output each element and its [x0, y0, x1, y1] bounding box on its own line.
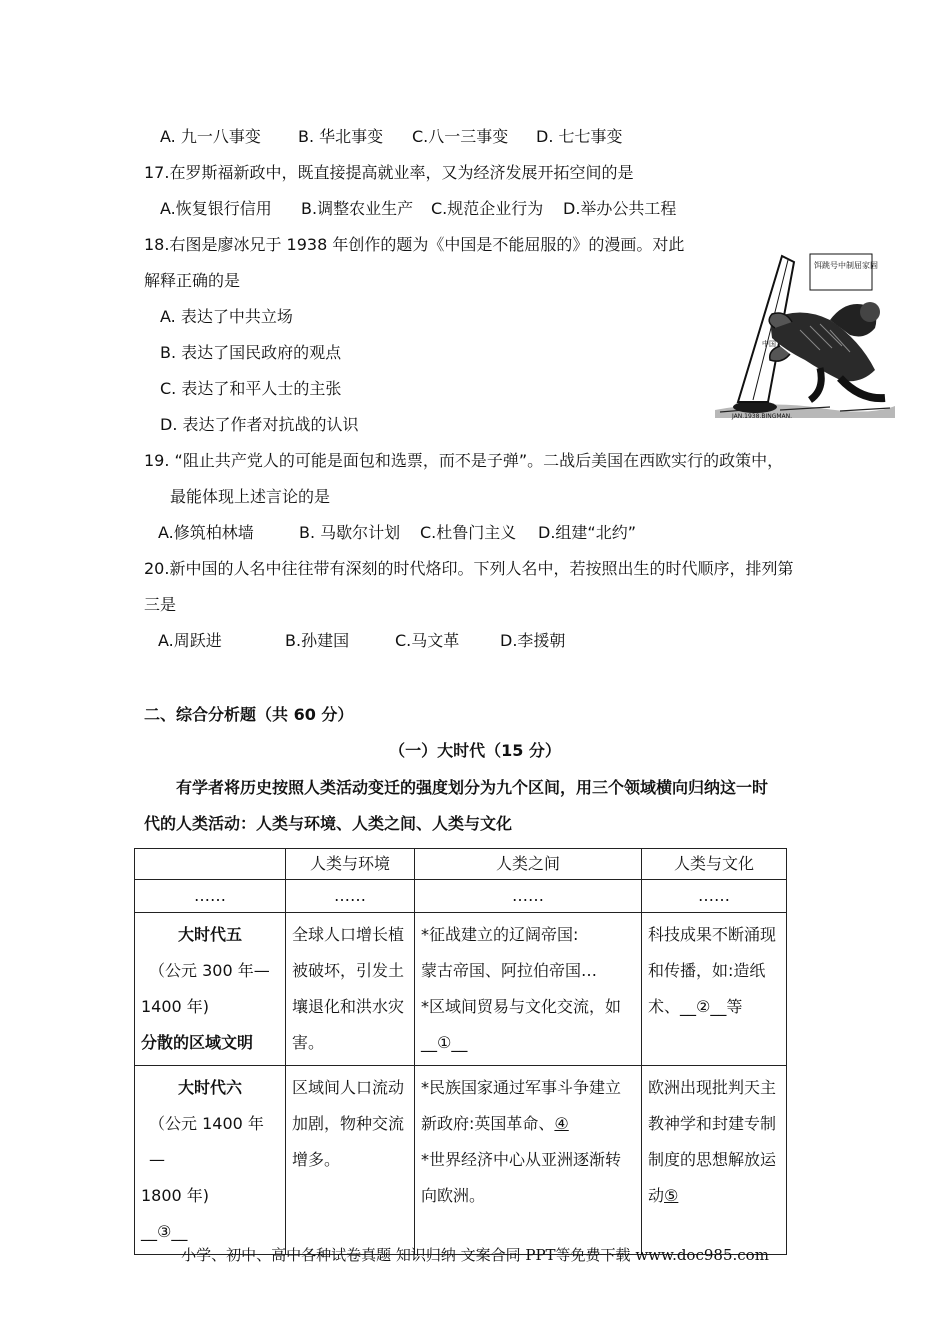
era6-between-line1: *民族国家通过军事斗争建立	[421, 1078, 622, 1097]
q19-stem-line1: 19. “阻止共产党人的可能是面包和选票，而不是子弹”。二战后美国在西欧实行的政策中，	[144, 451, 784, 470]
era6-period-line2: 1800 年)	[141, 1186, 210, 1205]
section2-intro-line1: 有学者将历史按照人类活动变迁的强度划分为九个区间，用三个领域横向归纳这一时	[176, 778, 769, 797]
q17-options	[160, 197, 676, 221]
era6-between-line2-wrap	[421, 1106, 635, 1142]
q18-stem-line1: 18.右图是廖冰兄于 1938 年创作的题为《中国是不能屈服的》的漫画。对此	[144, 235, 685, 254]
q17-option-a: A.恢复银行信用	[160, 199, 272, 218]
q20-options	[158, 629, 565, 653]
cartoon-sign-text: 饵跳号中制屈家固	[814, 261, 878, 270]
era6-between-line2: 新政府:英国革命、	[421, 1114, 555, 1133]
q16-option-c: C.八一三事变	[412, 127, 509, 146]
q20-option-d: D.李援朝	[500, 631, 566, 650]
table-header-culture: 人类与文化	[642, 849, 787, 880]
q20-stem-line2: 三是	[144, 595, 177, 614]
table-cell: ……	[286, 880, 415, 913]
era6-culture-text: 欧洲出现批判天主教神学和封建专制制度的思想解放运动	[648, 1078, 777, 1205]
era5-label-cell	[135, 913, 286, 1066]
q18-option-d: D. 表达了作者对抗战的认识	[160, 415, 359, 434]
q20-option-b: B.孙建国	[285, 631, 350, 650]
era6-between-line4: 向欧洲。	[421, 1186, 486, 1205]
section2-subtitle: （一）大时代（15 分）	[389, 741, 561, 760]
q18-option-b: B. 表达了国民政府的观点	[160, 343, 342, 362]
section2-intro-line2: 代的人类活动：人类与环境、人类之间、人类与文化	[144, 814, 513, 833]
q18-stem-line2: 解释正确的是	[144, 271, 241, 290]
q16-options	[160, 125, 623, 149]
era6-between-cell	[415, 1066, 642, 1255]
era5-name: 大时代五	[177, 925, 242, 944]
q20-option-c: C.马文革	[395, 631, 460, 650]
era5-between-line3: *区域间贸易与文化交流，如	[421, 997, 622, 1016]
cartoon-caption-text: JAN.1938.BINGMAN.	[732, 413, 793, 420]
table-cell: ……	[642, 880, 787, 913]
blank-1[interactable]: __①__	[421, 1033, 468, 1052]
cartoon-sword-text: 中国	[762, 340, 776, 348]
blank-4[interactable]: ④	[554, 1114, 569, 1133]
q16-option-a: A. 九一八事变	[160, 127, 261, 146]
era-table	[134, 848, 787, 1255]
era5-period-line2: 1400 年)	[141, 997, 210, 1016]
q17-option-d: D.举办公共工程	[563, 199, 677, 218]
era5-culture-text: 科技成果不断涌现和传播，如:造纸术、	[648, 925, 777, 1016]
table-row-era5	[135, 913, 787, 1066]
q20-option-a: A.周跃进	[158, 631, 222, 650]
q16-option-b: B. 华北事变	[298, 127, 384, 146]
era5-between-line1: *征战建立的辽阔帝国:	[421, 925, 579, 944]
section2-title: 二、综合分析题（共 60 分）	[144, 705, 354, 724]
table-row-ellipsis	[135, 880, 787, 913]
q19-option-a: A.修筑柏林墙	[158, 523, 254, 542]
table-header-environment: 人类与环境	[286, 849, 415, 880]
cartoon-image	[710, 250, 900, 420]
era5-environment: 全球人口增长植被破坏，引发土壤退化和洪水灾害。	[286, 913, 415, 1066]
q17-stem: 17.在罗斯福新政中，既直接提高就业率，又为经济发展开拓空间的是	[144, 163, 634, 182]
era6-name: 大时代六	[177, 1078, 242, 1097]
q19-option-d: D.组建“北约”	[538, 523, 636, 542]
q17-option-b: B.调整农业生产	[301, 199, 414, 218]
table-header-row	[135, 849, 787, 880]
table-cell: ……	[415, 880, 642, 913]
q19-option-b: B. 马歇尔计划	[299, 523, 401, 542]
era5-period-line1: （公元 300 年—	[149, 961, 270, 980]
q16-option-d: D. 七七事变	[536, 127, 623, 146]
blank-2[interactable]: __②__	[680, 997, 727, 1016]
blank-5[interactable]: ⑤	[664, 1186, 679, 1205]
era5-between-line2: 蒙古帝国、阿拉伯帝国…	[421, 961, 598, 980]
era6-period-line1: （公元 1400 年—	[149, 1114, 264, 1169]
page-footer: 小学、初中、高中各种试卷真题 知识归纳 文案合同 PPT等免费下载 www.doc985.com	[181, 1246, 769, 1264]
q18-option-c: C. 表达了和平人士的主张	[160, 379, 342, 398]
table-cell: ……	[135, 880, 286, 913]
table-row-era6	[135, 1066, 787, 1255]
q18-option-a: A. 表达了中共立场	[160, 307, 293, 326]
q19-options	[158, 521, 636, 545]
q19-option-c: C.杜鲁门主义	[420, 523, 517, 542]
q20-stem-line1: 20.新中国的人名中往往带有深刻的时代烙印。下列人名中，若按照出生的时代顺序，排列第	[144, 559, 794, 578]
era6-environment: 区域间人口流动加剧，物种交流增多。	[286, 1066, 415, 1255]
era6-between-line3: *世界经济中心从亚洲逐渐转	[421, 1150, 622, 1169]
table-header-cell	[135, 849, 286, 880]
q17-option-c: C.规范企业行为	[431, 199, 544, 218]
table-header-between: 人类之间	[415, 849, 642, 880]
era5-between-cell	[415, 913, 642, 1066]
era6-culture-cell	[642, 1066, 787, 1255]
era5-culture-end: 等	[726, 997, 743, 1016]
era5-culture-cell	[642, 913, 787, 1066]
era5-label: 分散的区域文明	[141, 1033, 254, 1052]
era6-label-cell	[135, 1066, 286, 1255]
blank-3[interactable]: __③__	[141, 1222, 188, 1241]
q19-stem-line2: 最能体现上述言论的是	[170, 487, 331, 506]
